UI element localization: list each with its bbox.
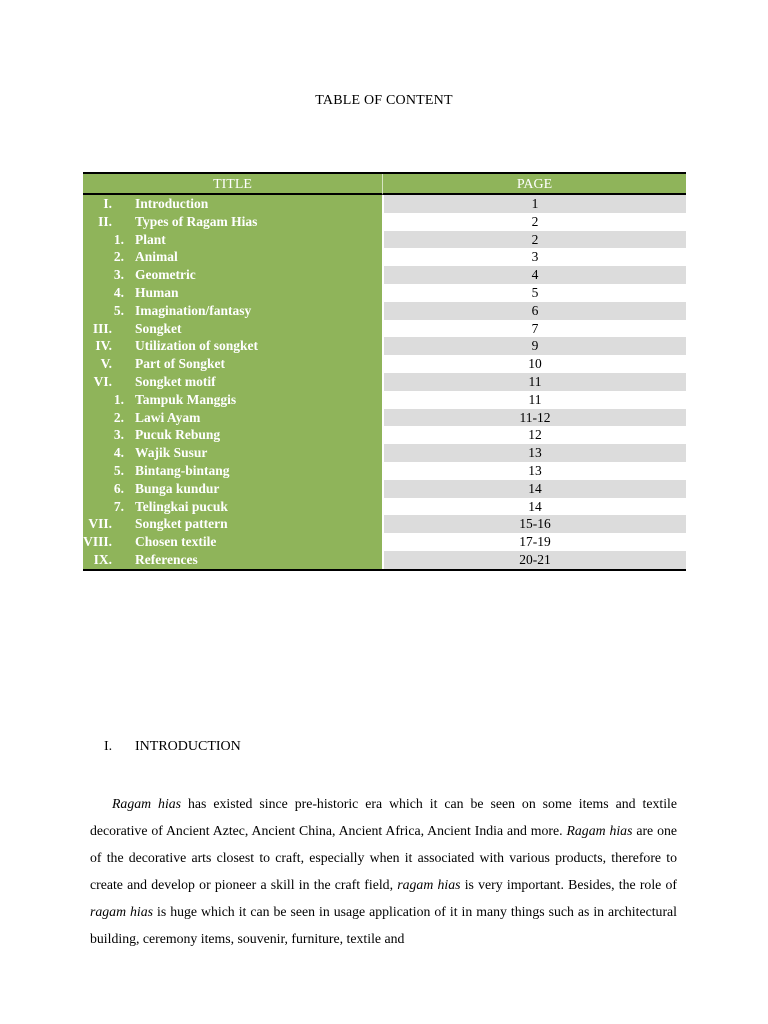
- row-number: 2.: [113, 409, 124, 425]
- row-title-cell: [83, 409, 382, 427]
- table-header-row: [83, 174, 686, 195]
- row-title-cell: [83, 213, 382, 231]
- row-title-cell: [83, 462, 382, 480]
- table-row: [83, 337, 686, 355]
- row-page: 4: [382, 266, 686, 284]
- row-number: VII.: [88, 516, 112, 532]
- table-of-contents: [83, 172, 686, 571]
- table-row: [83, 248, 686, 266]
- row-number: VIII.: [83, 534, 112, 550]
- row-label: Utilization of songket: [135, 338, 258, 354]
- row-page: 15-16: [382, 515, 686, 533]
- table-row: [83, 355, 686, 373]
- text-run: has existed since pre-historic era which it can be seen on some items and textile decorative of Ancient Aztec, Ancient China, Ancient Africa, Ancient India and more.: [90, 795, 677, 838]
- row-page: 17-19: [382, 533, 686, 551]
- row-title-cell: [83, 515, 382, 533]
- row-title-cell: [83, 337, 382, 355]
- row-label: Introduction: [135, 196, 209, 211]
- row-page: 13: [382, 444, 686, 462]
- table-row: [83, 195, 686, 213]
- row-label: Chosen textile: [135, 534, 217, 550]
- row-page: 20-21: [382, 551, 686, 569]
- row-title-cell: [83, 444, 382, 462]
- row-number: II.: [98, 213, 112, 229]
- table-row: [83, 320, 686, 338]
- table-row: [83, 551, 686, 569]
- row-title-cell: [83, 195, 382, 213]
- table-row: [83, 498, 686, 516]
- row-label: Bintang-bintang: [135, 462, 230, 478]
- row-label: Human: [135, 284, 179, 300]
- table-body: [83, 195, 686, 569]
- row-number: 5.: [113, 462, 124, 478]
- table-row: [83, 515, 686, 533]
- row-number: IX.: [93, 551, 112, 567]
- row-number: 2.: [113, 249, 124, 265]
- row-label: Songket: [135, 320, 182, 336]
- row-page: 2: [382, 231, 686, 249]
- row-title-cell: [83, 480, 382, 498]
- row-label: References: [135, 551, 198, 567]
- row-page: 7: [382, 320, 686, 338]
- row-title-cell: [83, 320, 382, 338]
- row-label: Tampuk Manggis: [135, 391, 237, 407]
- text-run: is huge which it can be seen in usage application of it in many things such as in architectural building, ceremony items, souvenir, furniture, textile and: [90, 903, 677, 946]
- row-label: Part of Songket: [135, 356, 225, 372]
- table-row: [83, 266, 686, 284]
- row-number: I.: [103, 196, 112, 211]
- text-run: is very important. Besides, the role of: [460, 876, 677, 892]
- table-row: [83, 302, 686, 320]
- row-label: Plant: [135, 231, 166, 247]
- row-page: 11: [382, 373, 686, 391]
- row-page: 13: [382, 462, 686, 480]
- row-title-cell: [83, 266, 382, 284]
- header-page: PAGE: [382, 174, 686, 195]
- row-number: 6.: [113, 480, 124, 496]
- row-number: 3.: [113, 427, 124, 443]
- row-page: 5: [382, 284, 686, 302]
- table-row: [83, 284, 686, 302]
- italic-term: Ragam hias: [566, 822, 633, 838]
- row-title-cell: [83, 284, 382, 302]
- row-label: Types of Ragam Hias: [135, 213, 258, 229]
- row-title-cell: [83, 426, 382, 444]
- row-title-cell: [83, 391, 382, 409]
- page-title: TABLE OF CONTENT: [315, 93, 453, 108]
- row-label: Geometric: [135, 267, 196, 283]
- row-title-cell: [83, 498, 382, 516]
- row-page: 11-12: [382, 409, 686, 427]
- row-label: Telingkai pucuk: [135, 498, 228, 514]
- row-number: V.: [100, 356, 112, 372]
- row-label: Wajik Susur: [135, 445, 208, 461]
- row-label: Songket pattern: [135, 516, 228, 532]
- section-title: INTRODUCTION: [135, 739, 241, 754]
- row-page: 9: [382, 337, 686, 355]
- text-run: are one of the decorative arts closest to craft, especially when it associated with various products, therefore to create and develop or pioneer a skill in the craft field,: [90, 822, 677, 892]
- row-label: Pucuk Rebung: [135, 427, 221, 443]
- row-page: 14: [382, 480, 686, 498]
- table-row: [83, 426, 686, 444]
- row-number: VI.: [93, 373, 112, 389]
- row-title-cell: [83, 302, 382, 320]
- italic-term: ragam hias: [397, 876, 461, 892]
- row-number: 3.: [113, 267, 124, 283]
- row-page: 10: [382, 355, 686, 373]
- row-number: 4.: [113, 445, 124, 461]
- row-number: 5.: [113, 302, 124, 318]
- row-page: 3: [382, 248, 686, 266]
- row-label: Lawi Ayam: [135, 409, 201, 425]
- section-number: I.: [104, 739, 113, 754]
- row-number: IV.: [95, 338, 112, 354]
- italic-term: Ragam hias: [112, 795, 182, 811]
- row-label: Animal: [135, 249, 178, 265]
- row-page: 11: [382, 391, 686, 409]
- italic-term: ragam hias: [90, 903, 154, 919]
- table-row: [83, 462, 686, 480]
- row-title-cell: [83, 373, 382, 391]
- section-heading: [104, 739, 241, 755]
- row-title-cell: [83, 355, 382, 373]
- table-row: [83, 391, 686, 409]
- row-page: 2: [382, 213, 686, 231]
- row-page: 6: [382, 302, 686, 320]
- table-row: [83, 533, 686, 551]
- table-row: [83, 213, 686, 231]
- table-row: [83, 373, 686, 391]
- row-number: III.: [92, 320, 112, 336]
- table-row: [83, 480, 686, 498]
- row-number: 7.: [113, 498, 124, 514]
- row-page: 1: [382, 195, 686, 213]
- table-row: [83, 231, 686, 249]
- header-title: TITLE: [83, 174, 382, 195]
- intro-paragraph: [90, 790, 677, 952]
- row-title-cell: [83, 248, 382, 266]
- row-number: 1.: [113, 391, 124, 407]
- table-row: [83, 444, 686, 462]
- row-label: Imagination/fantasy: [135, 302, 252, 318]
- row-number: 1.: [113, 231, 124, 247]
- row-title-cell: [83, 551, 382, 569]
- row-page: 14: [382, 498, 686, 516]
- row-label: Songket motif: [135, 373, 216, 389]
- row-title-cell: [83, 231, 382, 249]
- row-page: 12: [382, 426, 686, 444]
- row-label: Bunga kundur: [135, 480, 220, 496]
- row-number: 4.: [113, 284, 124, 300]
- table-row: [83, 409, 686, 427]
- row-title-cell: [83, 533, 382, 551]
